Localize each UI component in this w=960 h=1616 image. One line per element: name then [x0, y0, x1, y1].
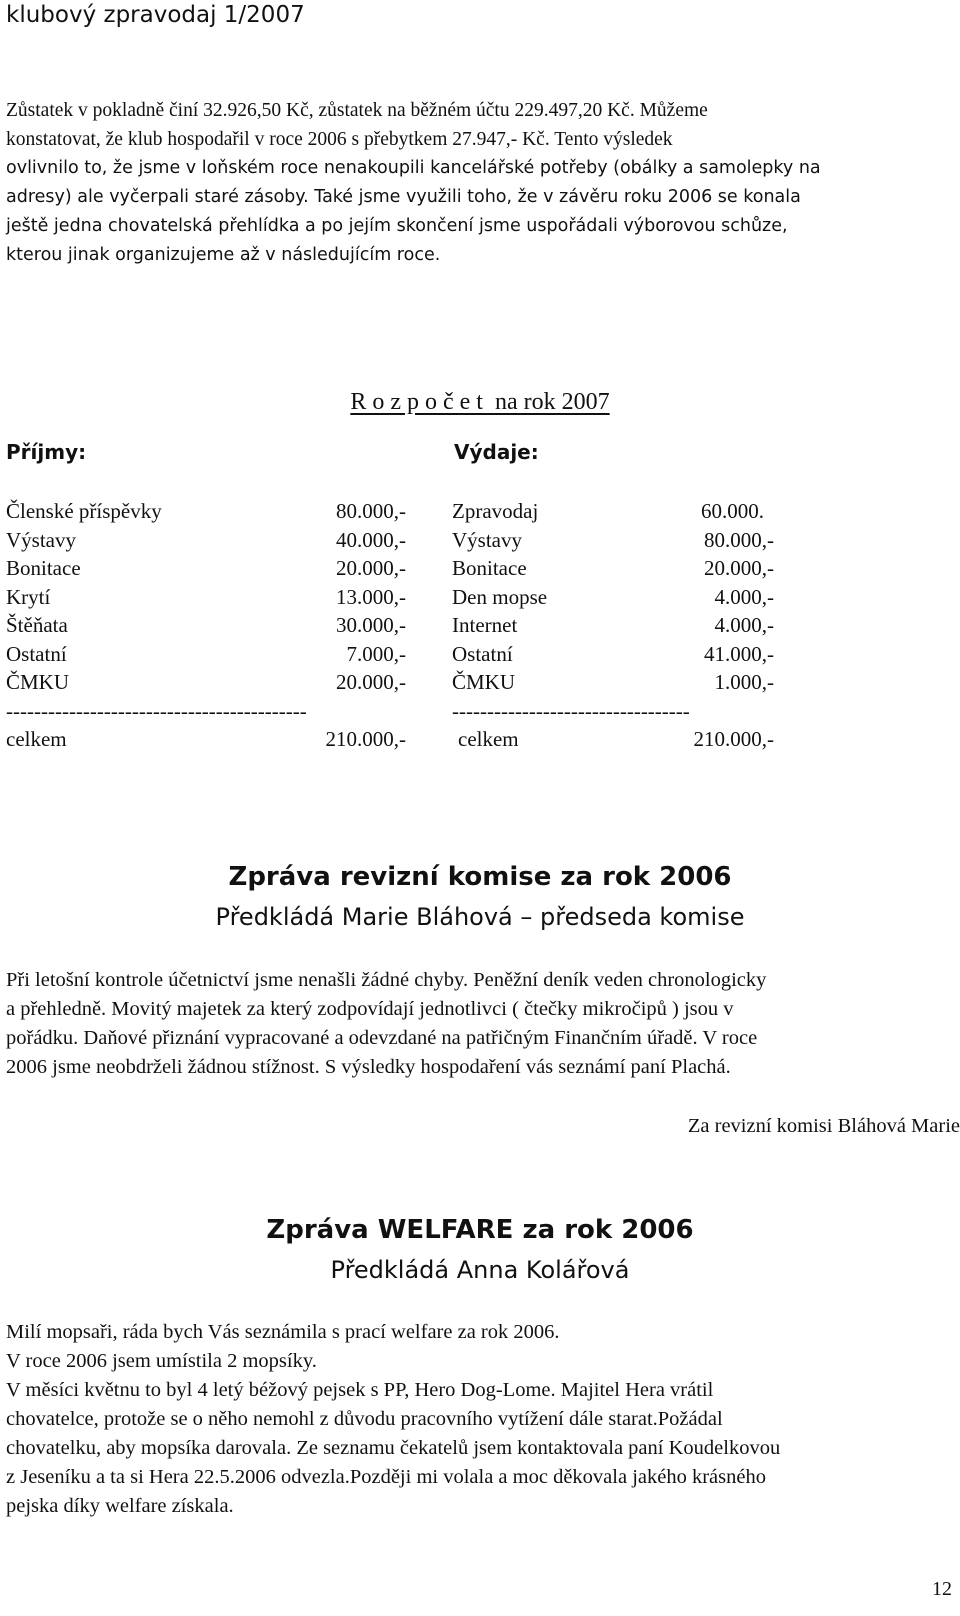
budget-title: [0, 386, 960, 418]
welfare-subtitle: Předkládá Anna Kolářová: [330, 1256, 630, 1284]
income-row: [6, 640, 406, 669]
revision-subtitle: Předkládá Marie Bláhová – předseda komise: [215, 903, 745, 931]
income-row: [6, 583, 406, 612]
divider-text: ----------------------------------: [452, 698, 690, 723]
expense-name: Zpravodaj: [452, 499, 539, 523]
income-name: Bonitace: [6, 556, 81, 580]
expense-name: Den mopse: [452, 584, 548, 609]
income-amount: 7.000,-: [346, 641, 406, 666]
expense-row: [452, 497, 774, 526]
revision-paragraph: [6, 966, 942, 1082]
income-amount: 20.000,-: [336, 670, 406, 694]
expense-row: [452, 526, 774, 555]
paragraph-line: chovatelku, aby mopsíka darovala. Ze seznamu čekatelů jsem kontaktovala paní Koudelkovou: [6, 1437, 781, 1459]
budget-title-rest: na rok 2007: [494, 389, 610, 415]
income-row: [6, 497, 406, 526]
income-amount: 40.000,-: [336, 527, 406, 552]
paragraph-line: chovatelce, protože se o něho nemohl z důvodu pracovního vytížení dále starat.Požádal: [6, 1408, 723, 1430]
page-number: 12: [932, 1578, 952, 1600]
income-row: [6, 526, 406, 555]
paragraph-line: Při letošní kontrole účetnictví jsme nenašli žádné chyby. Peněžní deník veden chronologicky: [6, 969, 767, 991]
income-name: ČMKU: [6, 670, 70, 694]
paragraph-line: 2006 jsme neobdrželi žádnou stížnost. S výsledky hospodaření vás seznámí paní Plachá.: [6, 1056, 731, 1078]
paragraph-line: V měsíci květnu to byl 4 letý béžový pejsek s PP, Hero Dog-Lome. Majitel Hera vrátil: [6, 1379, 714, 1401]
expense-row: [452, 668, 774, 697]
expense-name: Výstavy: [452, 527, 522, 552]
paragraph-line: ovlivnilo to, že jsme v loňském roce nenakoupili kancelářské potřeby (obálky a samolepky na: [6, 158, 821, 178]
expense-amount: 80.000,-: [704, 527, 774, 552]
intro-paragraph: [6, 96, 942, 270]
income-divider: [6, 697, 406, 726]
welfare-title: Zpráva WELFARE za rok 2006: [266, 1215, 694, 1245]
income-row: [6, 554, 406, 583]
income-list: [6, 497, 406, 754]
expense-amount: 4.000,-: [714, 613, 774, 637]
income-total-label: celkem: [6, 727, 67, 751]
divider-text: -------------------------------------------: [6, 698, 307, 723]
paragraph-line: pejska díky welfare získala.: [6, 1495, 234, 1517]
income-header: Příjmy:: [6, 440, 87, 464]
income-name: Členské příspěvky: [6, 499, 162, 523]
newsletter-header: klubový zpravodaj 1/2007: [6, 2, 305, 28]
expense-name: ČMKU: [452, 670, 516, 694]
income-row: [6, 611, 406, 640]
income-total-row: [6, 725, 406, 754]
expense-amount: 41.000,-: [704, 641, 774, 666]
income-amount: 30.000,-: [336, 613, 406, 637]
expense-total-row: [452, 725, 774, 754]
income-amount: 20.000,-: [336, 556, 406, 580]
expense-amount: 60.000.: [701, 499, 764, 523]
income-amount: 80.000,-: [336, 499, 406, 523]
paragraph-line: Milí mopsaři, ráda bych Vás seznámila s prací welfare za rok 2006.: [6, 1321, 560, 1343]
expense-amount: 1.000,-: [714, 670, 774, 694]
paragraph-line: Zůstatek v pokladně činí 32.926,50 Kč, zůstatek na běžném účtu 229.497,20 Kč. Můžeme: [6, 100, 708, 121]
income-name: Krytí: [6, 584, 51, 609]
income-amount: 13.000,-: [336, 584, 406, 609]
expense-row: [452, 611, 774, 640]
expense-name: Ostatní: [452, 641, 513, 666]
paragraph-line: konstatovat, že klub hospodařil v roce 2006 s přebytkem 27.947,- Kč. Tento výsledek: [6, 129, 673, 150]
revision-signature: Za revizní komisi Bláhová Marie: [687, 1115, 960, 1137]
expense-name: Internet: [452, 613, 518, 637]
revision-title: Zpráva revizní komise za rok 2006: [228, 862, 732, 892]
income-row: [6, 668, 406, 697]
expense-header: Výdaje:: [454, 440, 539, 464]
paragraph-line: kterou jinak organizujeme až v následujícím roce.: [6, 245, 441, 265]
expense-row: [452, 554, 774, 583]
income-name: Štěňata: [6, 613, 68, 637]
expense-total-amount: 210.000,-: [693, 727, 774, 751]
expense-divider: [452, 697, 774, 726]
budget-title-spaced: R o z p o č e t: [350, 389, 483, 415]
expense-list: [452, 497, 774, 754]
paragraph-line: pořádku. Daňové přiznání vypracované a odevzdané na patřičným Finančním úřadě. V roce: [6, 1027, 758, 1049]
expense-row: [452, 640, 774, 669]
paragraph-line: a přehledně. Movitý majetek za který zodpovídají jednotlivci ( čtečky mikročipů ) jsou v: [6, 998, 734, 1020]
income-name: Výstavy: [6, 527, 76, 552]
welfare-paragraph: [6, 1318, 942, 1521]
paragraph-line: ještě jedna chovatelská přehlídka a po jejím skončení jsme uspořádali výborovou schůze,: [6, 216, 788, 236]
expense-row: [452, 583, 774, 612]
paragraph-line: z Jeseníku a ta si Hera 22.5.2006 odvezla.Později mi volala a moc děkovala jakého krásného: [6, 1466, 766, 1488]
expense-amount: 20.000,-: [704, 556, 774, 580]
paragraph-line: V roce 2006 jsem umístila 2 mopsíky.: [6, 1350, 317, 1372]
expense-total-label: celkem: [458, 727, 519, 751]
paragraph-line: adresy) ale vyčerpali staré zásoby. Také jsme využili toho, že v závěru roku 2006 se konala: [6, 187, 801, 207]
income-name: Ostatní: [6, 641, 67, 666]
income-total-amount: 210.000,-: [325, 727, 406, 751]
expense-name: Bonitace: [452, 556, 527, 580]
expense-amount: 4.000,-: [714, 584, 774, 609]
